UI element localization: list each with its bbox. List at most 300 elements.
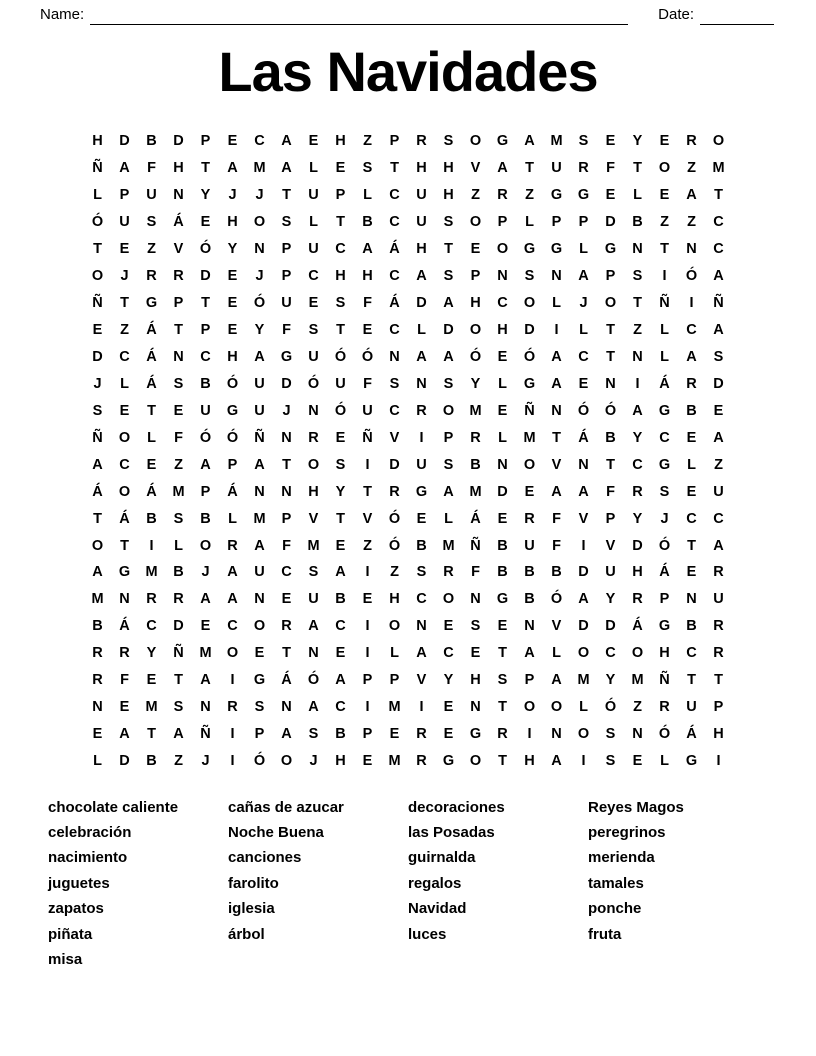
grid-letter: Z <box>363 537 372 554</box>
grid-letter: B <box>632 214 643 231</box>
grid-letter: D <box>200 268 211 285</box>
grid-letter: B <box>146 753 157 770</box>
word-bank-item: peregrinos <box>588 823 666 841</box>
grid-letter: L <box>660 322 669 339</box>
grid-letter: C <box>605 645 616 662</box>
grid-letter: C <box>389 322 400 339</box>
grid-letter: A <box>551 375 562 392</box>
grid-letter: Z <box>363 133 372 150</box>
grid-letter: Ñ <box>92 295 103 312</box>
word-bank-item: Reyes Magos <box>588 798 684 816</box>
grid-letter: M <box>631 672 644 689</box>
grid-letter: O <box>604 295 617 312</box>
grid-letter: E <box>686 483 697 500</box>
grid-letter: H <box>308 483 319 500</box>
grid-letter: M <box>442 537 455 554</box>
worksheet-header <box>0 0 816 25</box>
grid-letter: N <box>119 591 130 608</box>
grid-letter: O <box>631 645 644 662</box>
grid-letter: G <box>577 187 590 204</box>
grid-letter: Y <box>227 241 238 258</box>
word-search-grid <box>84 128 732 775</box>
grid-letter: D <box>578 618 589 635</box>
grid-letter: E <box>605 187 616 204</box>
grid-letter: E <box>389 726 400 743</box>
grid-letter: H <box>470 672 481 689</box>
grid-letter: Z <box>147 241 156 258</box>
grid-letter: A <box>254 456 265 473</box>
grid-letter: G <box>550 187 563 204</box>
grid-letter: C <box>119 456 130 473</box>
grid-letter: N <box>470 591 481 608</box>
grid-letter: A <box>524 133 535 150</box>
grid-letter: E <box>281 591 292 608</box>
grid-letter: L <box>498 429 507 446</box>
grid-letter: R <box>281 618 292 635</box>
grid-letter: G <box>496 133 509 150</box>
grid-letter: R <box>686 375 697 392</box>
grid-letter: Á <box>281 672 292 689</box>
grid-letter: Á <box>146 348 157 365</box>
word-bank-item: nacimiento <box>48 849 128 867</box>
grid-letter: O <box>118 483 131 500</box>
grid-letter: A <box>92 564 103 581</box>
grid-letter: M <box>253 510 266 527</box>
grid-letter: E <box>443 618 454 635</box>
grid-letter: E <box>686 429 697 446</box>
grid-letter: E <box>605 133 616 150</box>
grid-letter: N <box>470 699 481 716</box>
grid-letter: S <box>713 348 724 365</box>
grid-letter: N <box>686 591 697 608</box>
grid-letter: A <box>551 753 562 770</box>
grid-letter: G <box>685 753 698 770</box>
grid-letter: T <box>93 510 102 527</box>
grid-letter: G <box>415 483 428 500</box>
grid-letter: O <box>91 268 104 285</box>
grid-letter: U <box>254 564 265 581</box>
grid-letter: J <box>309 753 318 770</box>
grid-letter: L <box>417 322 426 339</box>
grid-letter: M <box>388 699 401 716</box>
grid-letter: M <box>550 133 563 150</box>
grid-letter: S <box>335 295 346 312</box>
grid-letter: N <box>632 726 643 743</box>
grid-letter: N <box>497 456 508 473</box>
grid-letter: R <box>416 753 427 770</box>
grid-letter: E <box>497 618 508 635</box>
grid-letter: Y <box>605 591 616 608</box>
grid-letter: O <box>280 753 293 770</box>
grid-letter: N <box>254 591 265 608</box>
grid-letter: Á <box>578 429 589 446</box>
grid-letter: Á <box>146 375 157 392</box>
grid-letter: B <box>416 537 427 554</box>
grid-letter: E <box>362 591 373 608</box>
grid-letter: S <box>524 268 535 285</box>
grid-letter: M <box>712 160 725 177</box>
grid-letter: Y <box>605 672 616 689</box>
grid-letter: H <box>632 564 643 581</box>
grid-letter: A <box>119 726 130 743</box>
grid-letter: I <box>635 375 640 392</box>
grid-letter: F <box>363 295 372 312</box>
grid-letter: P <box>470 268 481 285</box>
grid-letter: N <box>632 348 643 365</box>
grid-letter: A <box>227 591 238 608</box>
grid-letter: L <box>93 753 102 770</box>
grid-letter: E <box>119 402 130 419</box>
grid-letter: G <box>658 456 671 473</box>
grid-letter: T <box>552 429 561 446</box>
grid-letter: I <box>581 537 586 554</box>
grid-letter: C <box>389 214 400 231</box>
grid-letter: T <box>498 645 507 662</box>
grid-letter: P <box>119 187 130 204</box>
grid-letter: O <box>91 537 104 554</box>
grid-letter: R <box>497 726 508 743</box>
grid-letter: H <box>335 133 346 150</box>
grid-letter: F <box>120 672 129 689</box>
grid-letter: Á <box>119 510 130 527</box>
grid-letter: C <box>335 241 346 258</box>
grid-letter: E <box>686 564 697 581</box>
grid-letter: C <box>713 214 724 231</box>
grid-letter: U <box>119 214 130 231</box>
grid-letter: V <box>173 241 184 258</box>
grid-letter: E <box>497 348 508 365</box>
grid-letter: E <box>227 133 238 150</box>
grid-letter: C <box>281 564 292 581</box>
grid-letter: T <box>444 241 453 258</box>
grid-letter: L <box>687 456 696 473</box>
grid-letter: M <box>91 591 104 608</box>
grid-letter: O <box>469 322 482 339</box>
grid-letter: T <box>714 672 723 689</box>
grid-letter: E <box>92 726 103 743</box>
grid-letter: E <box>497 402 508 419</box>
grid-letter: C <box>119 348 130 365</box>
grid-letter: T <box>525 160 534 177</box>
grid-letter: A <box>281 133 292 150</box>
grid-letter: S <box>443 268 454 285</box>
grid-letter: E <box>200 214 211 231</box>
grid-letter: U <box>713 483 724 500</box>
grid-letter: R <box>713 618 724 635</box>
grid-letter: D <box>281 375 292 392</box>
grid-letter: E <box>470 241 481 258</box>
grid-letter: S <box>362 160 373 177</box>
grid-letter: E <box>254 645 265 662</box>
grid-letter: L <box>579 322 588 339</box>
grid-letter: O <box>469 133 482 150</box>
puzzle-title: Las Navidades <box>218 40 598 103</box>
grid-letter: Ñ <box>200 726 211 743</box>
grid-letter: C <box>713 510 724 527</box>
word-bank-item: regalos <box>408 874 462 892</box>
grid-letter: H <box>92 133 103 150</box>
grid-letter: J <box>660 510 669 527</box>
word-bank-item: Noche Buena <box>228 823 324 841</box>
grid-letter: N <box>605 375 616 392</box>
grid-letter: C <box>497 295 508 312</box>
grid-letter: L <box>147 429 156 446</box>
grid-letter: I <box>581 753 586 770</box>
grid-letter: I <box>365 618 370 635</box>
grid-letter: S <box>335 456 346 473</box>
grid-letter: A <box>686 348 697 365</box>
grid-letter: B <box>686 618 697 635</box>
grid-letter: L <box>633 187 642 204</box>
grid-letter: Ñ <box>659 672 670 689</box>
grid-letter: Ó <box>577 402 590 419</box>
grid-letter: Y <box>632 133 643 150</box>
grid-letter: E <box>119 241 130 258</box>
grid-letter: O <box>253 618 266 635</box>
grid-letter: S <box>497 672 508 689</box>
grid-letter: D <box>713 375 724 392</box>
grid-letter: Á <box>119 618 130 635</box>
grid-letter: S <box>308 564 319 581</box>
grid-letter: D <box>497 483 508 500</box>
grid-letter: B <box>335 726 346 743</box>
grid-letter: E <box>146 672 157 689</box>
grid-letter: N <box>578 456 589 473</box>
grid-letter: E <box>497 510 508 527</box>
grid-letter: T <box>633 295 642 312</box>
grid-letter: R <box>632 483 643 500</box>
grid-letter: S <box>173 699 184 716</box>
grid-letter: A <box>416 645 427 662</box>
grid-letter: P <box>335 187 346 204</box>
grid-letter: Ó <box>604 699 617 716</box>
word-bank-item: celebración <box>48 823 132 841</box>
word-bank-item: fruta <box>588 925 622 943</box>
grid-letter: P <box>713 699 724 716</box>
grid-letter: E <box>659 187 670 204</box>
grid-letter: J <box>201 753 210 770</box>
grid-letter: T <box>606 348 615 365</box>
grid-letter: U <box>308 348 319 365</box>
grid-letter: B <box>92 618 103 635</box>
grid-letter: C <box>335 618 346 635</box>
grid-letter: V <box>551 456 562 473</box>
grid-letter: O <box>577 726 590 743</box>
grid-letter: T <box>201 160 210 177</box>
grid-letter: A <box>551 348 562 365</box>
grid-letter: E <box>443 726 454 743</box>
word-bank-item: guirnalda <box>408 849 476 867</box>
grid-letter: Z <box>633 322 642 339</box>
word-bank-item: piñata <box>48 925 93 943</box>
grid-letter: F <box>606 483 615 500</box>
grid-letter: M <box>307 537 320 554</box>
grid-letter: E <box>470 645 481 662</box>
grid-letter: T <box>336 510 345 527</box>
grid-letter: Y <box>335 483 346 500</box>
grid-letter: P <box>389 672 400 689</box>
grid-letter: T <box>660 241 669 258</box>
grid-letter: Y <box>632 429 643 446</box>
grid-letter: Á <box>146 483 157 500</box>
word-bank-item: merienda <box>588 849 655 867</box>
grid-letter: A <box>578 268 589 285</box>
grid-letter: T <box>606 456 615 473</box>
grid-letter: E <box>119 699 130 716</box>
grid-letter: O <box>523 699 536 716</box>
grid-letter: P <box>362 726 373 743</box>
grid-letter: F <box>174 429 183 446</box>
grid-letter: R <box>713 645 724 662</box>
grid-letter: T <box>174 322 183 339</box>
grid-letter: R <box>173 268 184 285</box>
grid-letter: G <box>658 402 671 419</box>
grid-letter: U <box>686 699 697 716</box>
grid-letter: Ó <box>334 348 347 365</box>
grid-letter: M <box>145 699 158 716</box>
grid-letter: I <box>230 726 235 743</box>
grid-letter: N <box>281 699 292 716</box>
grid-letter: N <box>173 348 184 365</box>
grid-letter: Á <box>389 295 400 312</box>
grid-letter: O <box>388 618 401 635</box>
grid-letter: B <box>173 564 184 581</box>
grid-letter: U <box>308 241 319 258</box>
grid-letter: O <box>496 241 509 258</box>
grid-letter: C <box>254 133 265 150</box>
grid-letter: T <box>120 537 129 554</box>
grid-letter: Ó <box>550 591 563 608</box>
grid-letter: B <box>497 564 508 581</box>
grid-letter: S <box>308 726 319 743</box>
word-bank-column-1 <box>48 795 228 973</box>
word-bank-item: tamales <box>588 874 644 892</box>
grid-letter: Ñ <box>524 402 535 419</box>
grid-letter: C <box>632 456 643 473</box>
grid-letter: C <box>389 187 400 204</box>
grid-letter: Ñ <box>254 429 265 446</box>
grid-letter: U <box>335 375 346 392</box>
grid-letter: D <box>524 322 535 339</box>
grid-letter: S <box>146 214 157 231</box>
grid-letter: N <box>497 268 508 285</box>
grid-letter: C <box>308 268 319 285</box>
grid-letter: P <box>659 591 670 608</box>
grid-letter: U <box>308 187 319 204</box>
grid-letter: P <box>605 268 616 285</box>
grid-letter: H <box>335 753 346 770</box>
grid-letter: T <box>282 456 291 473</box>
grid-letter: Z <box>660 214 669 231</box>
grid-letter: E <box>146 456 157 473</box>
grid-letter: Z <box>120 322 129 339</box>
grid-letter: Y <box>632 510 643 527</box>
grid-letter: L <box>660 348 669 365</box>
grid-letter: V <box>551 618 562 635</box>
grid-letter: H <box>443 160 454 177</box>
grid-letter: L <box>444 510 453 527</box>
grid-letter: Á <box>146 322 157 339</box>
grid-letter: U <box>146 187 157 204</box>
grid-letter: A <box>713 537 724 554</box>
grid-letter: C <box>335 699 346 716</box>
grid-letter: T <box>147 402 156 419</box>
grid-letter: L <box>363 187 372 204</box>
grid-letter: Ó <box>388 510 401 527</box>
grid-letter: Y <box>443 672 454 689</box>
grid-letter: Z <box>633 699 642 716</box>
grid-letter: R <box>146 268 157 285</box>
grid-letter: F <box>552 510 561 527</box>
grid-letter: Ñ <box>92 429 103 446</box>
grid-letter: S <box>659 483 670 500</box>
grid-letter: S <box>578 133 589 150</box>
grid-letter: B <box>335 591 346 608</box>
word-bank-item: luces <box>408 925 447 943</box>
grid-letter: I <box>230 753 235 770</box>
grid-letter: H <box>227 214 238 231</box>
grid-letter: U <box>416 187 427 204</box>
grid-letter: B <box>551 564 562 581</box>
word-bank-item: ponche <box>588 900 642 918</box>
word-bank-column-3 <box>408 795 588 973</box>
grid-letter: G <box>469 726 482 743</box>
grid-letter: S <box>173 510 184 527</box>
grid-letter: Ó <box>604 402 617 419</box>
grid-letter: Z <box>687 160 696 177</box>
grid-letter: I <box>365 456 370 473</box>
grid-letter: T <box>93 241 102 258</box>
grid-letter: D <box>605 214 616 231</box>
grid-letter: P <box>578 214 589 231</box>
grid-letter: S <box>92 402 103 419</box>
grid-letter: O <box>469 753 482 770</box>
grid-letter: Ó <box>199 241 212 258</box>
grid-letter: A <box>713 322 724 339</box>
grid-letter: T <box>147 726 156 743</box>
grid-letter: O <box>658 160 671 177</box>
grid-letter: Z <box>174 456 183 473</box>
grid-letter: S <box>281 214 292 231</box>
grid-letter: Y <box>254 322 265 339</box>
grid-letter: P <box>443 429 454 446</box>
grid-letter: M <box>199 645 212 662</box>
date-blank-line <box>700 7 774 25</box>
grid-letter: C <box>713 241 724 258</box>
grid-letter: A <box>227 160 238 177</box>
word-bank-item: misa <box>48 950 83 968</box>
grid-letter: H <box>173 160 184 177</box>
grid-letter: M <box>145 564 158 581</box>
grid-letter: D <box>119 133 130 150</box>
grid-letter: P <box>605 510 616 527</box>
grid-letter: O <box>469 214 482 231</box>
grid-letter: D <box>443 322 454 339</box>
grid-letter: V <box>470 160 481 177</box>
grid-letter: E <box>443 699 454 716</box>
grid-letter: E <box>227 295 238 312</box>
grid-letter: R <box>416 726 427 743</box>
grid-letter: O <box>307 456 320 473</box>
grid-letter: Á <box>632 618 643 635</box>
grid-letter: B <box>470 456 481 473</box>
grid-letter: A <box>200 456 211 473</box>
grid-letter: U <box>254 402 265 419</box>
grid-letter: B <box>524 591 535 608</box>
grid-letter: A <box>335 564 346 581</box>
grid-letter: M <box>253 160 266 177</box>
grid-letter: U <box>281 295 292 312</box>
